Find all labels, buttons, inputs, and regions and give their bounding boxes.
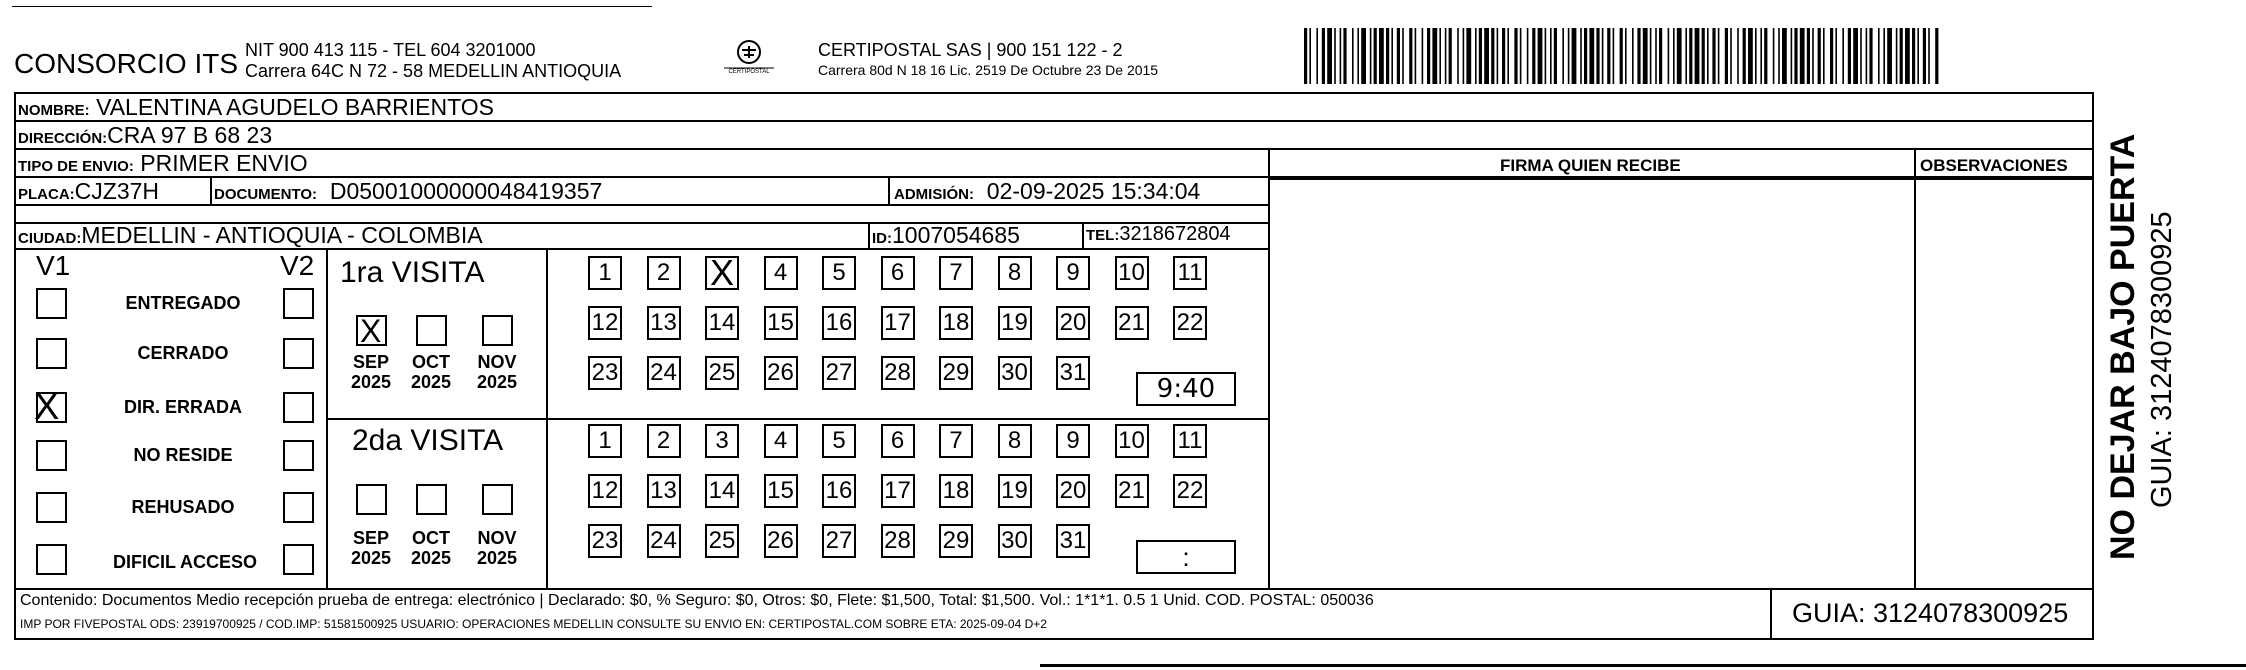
second-visit-day-10[interactable]: 10: [1115, 424, 1149, 458]
first-visit-day-17[interactable]: 17: [881, 306, 915, 340]
month-name: SEP: [352, 352, 390, 372]
v2-checkbox-entregado[interactable]: [283, 288, 314, 319]
first-visit-day-13[interactable]: 13: [647, 306, 681, 340]
second-visit-day-22[interactable]: 22: [1173, 474, 1207, 508]
first-visit-day-24[interactable]: 24: [647, 356, 681, 390]
month-year: 2025: [350, 372, 392, 392]
month-year: 2025: [350, 548, 392, 568]
address-line: Carrera 64C N 72 - 58 MEDELLIN ANTIOQUIA: [245, 61, 622, 81]
second-visit-day-5[interactable]: 5: [822, 424, 856, 458]
first-visit-day-30[interactable]: 30: [998, 356, 1032, 390]
second-visit-day-7[interactable]: 7: [939, 424, 973, 458]
first-visit-time[interactable]: 9:40: [1136, 372, 1236, 406]
logo-caption: CERTIPOSTAL: [728, 69, 770, 75]
top-rule: [12, 6, 652, 7]
id-label: ID:: [872, 230, 892, 247]
second-visit-month-oct[interactable]: [416, 484, 447, 515]
second-visit-time[interactable]: :: [1136, 540, 1236, 574]
first-visit-day-29[interactable]: 29: [939, 356, 973, 390]
second-visit-day-30[interactable]: 30: [998, 524, 1032, 558]
placa-label: PLACA:: [18, 186, 75, 203]
v1-checkbox-dificil-acceso[interactable]: [36, 544, 67, 575]
second-visit-day-26[interactable]: 26: [764, 524, 798, 558]
first-visit-day-9[interactable]: 9: [1056, 256, 1090, 290]
v1-checkbox-no-reside[interactable]: [36, 440, 67, 471]
second-visit-day-13[interactable]: 13: [647, 474, 681, 508]
tipo-value: PRIMER ENVIO: [140, 150, 308, 176]
tel-label: TEL:: [1086, 227, 1120, 244]
company-name: CONSORCIO ITS: [14, 48, 239, 79]
observaciones-label: OBSERVACIONES: [1920, 156, 2068, 175]
no-dejar-bajo-puerta: NO DEJAR BAJO PUERTA: [2104, 133, 2142, 560]
second-visit-day-14[interactable]: 14: [705, 474, 739, 508]
first-visit-day-14[interactable]: 14: [705, 306, 739, 340]
reason-label: DIR. ERRADA: [123, 397, 242, 417]
first-visit-day-27[interactable]: 27: [822, 356, 856, 390]
footer-guia: GUIA: 3124078300925: [1792, 598, 2069, 628]
second-visit-day-9[interactable]: 9: [1056, 424, 1090, 458]
first-visit-day-8[interactable]: 8: [998, 256, 1032, 290]
first-month-mark: X: [360, 313, 382, 349]
v2-checkbox-dir-errada[interactable]: [283, 392, 314, 423]
reason-label: CERRADO: [137, 343, 229, 363]
first-visit-day-22[interactable]: 22: [1173, 306, 1207, 340]
month-name: NOV: [477, 352, 517, 372]
second-visit-day-24[interactable]: 24: [647, 524, 681, 558]
first-visit-day-10[interactable]: 10: [1115, 256, 1149, 290]
second-visit-day-25[interactable]: 25: [705, 524, 739, 558]
first-visit-day-5[interactable]: 5: [822, 256, 856, 290]
first-visit-month-nov[interactable]: [482, 315, 513, 346]
direccion-label: DIRECCIÓN:: [18, 130, 108, 147]
firma-label: FIRMA QUIEN RECIBE: [1500, 156, 1681, 175]
v1-label: V1: [36, 250, 71, 281]
second-visit-day-12[interactable]: 12: [588, 474, 622, 508]
v2-label: V2: [280, 250, 315, 281]
second-visit-day-11[interactable]: 11: [1173, 424, 1207, 458]
bottom-rule: [1040, 664, 2246, 667]
ciudad-label: CIUDAD:: [18, 230, 82, 247]
first-visit-day-6[interactable]: 6: [881, 256, 915, 290]
footer-imp-info: IMP POR FIVEPOSTAL ODS: 23919700925 / COD.IMP: 51581500925 USUARIO: OPERACIONES MEDELLIN CONSULTE SU ENVIO EN: CERTIPOSTAL.COM SOBRE ETA: 2025-09-04 D+2: [20, 617, 1047, 631]
first-visit-day-19[interactable]: 19: [998, 306, 1032, 340]
first-visit-day-3[interactable]: X: [705, 256, 739, 290]
second-visit-day-19[interactable]: 19: [998, 474, 1032, 508]
first-visit-day-15[interactable]: 15: [764, 306, 798, 340]
nombre-label: NOMBRE:: [18, 102, 90, 119]
tipo-label: TIPO DE ENVIO:: [18, 158, 134, 175]
month-name: SEP: [352, 528, 390, 548]
ciudad-value: MEDELLIN - ANTIOQUIA - COLOMBIA: [81, 222, 483, 248]
second-visit-month-nov[interactable]: [482, 484, 513, 515]
first-visit-day-31[interactable]: 31: [1056, 356, 1090, 390]
first-visit-day-26[interactable]: 26: [764, 356, 798, 390]
month-year: 2025: [476, 372, 518, 392]
month-year: 2025: [410, 372, 452, 392]
reason-label: DIFICIL ACCESO: [112, 552, 257, 572]
footer-contents: Contenido: Documentos Medio recepción prueba de entrega: electrónico | Declarado: $0, % Seguro: $0, Otros: $0, Flete: $1,500, Total: $1,500. Vol.: 1*1*1. 0.5 1 Unid. COD. POSTAL: 050036: [20, 592, 1374, 609]
barcode: [1304, 28, 1940, 84]
reason-label: REHUSADO: [131, 497, 235, 517]
second-visit-day-2[interactable]: 2: [647, 424, 681, 458]
v1-check-mark: X: [34, 386, 60, 428]
first-visit-month-sep[interactable]: [356, 313, 387, 349]
v2-checkbox-cerrado[interactable]: [283, 338, 314, 369]
license-line: Carrera 80d N 18 16 Lic. 2519 De Octubre 23 De 2015: [818, 62, 1159, 78]
first-visit-day-25[interactable]: 25: [705, 356, 739, 390]
second-visit-day-17[interactable]: 17: [881, 474, 915, 508]
admision-value: 02-09-2025 15:34:04: [986, 178, 1201, 204]
side-guia: GUIA: 3124078300925: [2146, 211, 2178, 508]
month-name: OCT: [412, 528, 450, 548]
second-visit-label: 2da VISITA: [352, 424, 504, 457]
second-visit-day-6[interactable]: 6: [881, 424, 915, 458]
first-visit-label: 1ra VISITA: [340, 256, 485, 289]
first-visit-day-20[interactable]: 20: [1056, 306, 1090, 340]
v1-checkbox-entregado[interactable]: [36, 288, 67, 319]
month-name: NOV: [477, 528, 517, 548]
admision-label: ADMISIÓN:: [894, 186, 974, 203]
second-visit-day-15[interactable]: 15: [764, 474, 798, 508]
tel-value: 3218672804: [1119, 223, 1231, 245]
first-visit-day-16[interactable]: 16: [822, 306, 856, 340]
first-visit-day-1[interactable]: 1: [588, 256, 622, 290]
second-visit-day-31[interactable]: 31: [1056, 524, 1090, 558]
direccion-value: CRA 97 B 68 23: [107, 122, 273, 148]
first-visit-day-7[interactable]: 7: [939, 256, 973, 290]
first-visit-day-18[interactable]: 18: [939, 306, 973, 340]
second-visit-day-8[interactable]: 8: [998, 424, 1032, 458]
certipostal-logo: [720, 38, 778, 82]
second-visit-day-27[interactable]: 27: [822, 524, 856, 558]
second-visit-day-4[interactable]: 4: [764, 424, 798, 458]
second-visit-day-28[interactable]: 28: [881, 524, 915, 558]
first-visit-day-4[interactable]: 4: [764, 256, 798, 290]
v1-checkbox-rehusado[interactable]: [36, 492, 67, 523]
reason-label: NO RESIDE: [133, 445, 233, 465]
second-visit-day-3[interactable]: 3: [705, 424, 739, 458]
first-visit-day-28[interactable]: 28: [881, 356, 915, 390]
second-visit-day-16[interactable]: 16: [822, 474, 856, 508]
first-visit-day-12[interactable]: 12: [588, 306, 622, 340]
v2-checkbox-no-reside[interactable]: [283, 440, 314, 471]
first-visit-day-21[interactable]: 21: [1115, 306, 1149, 340]
v2-checkbox-dificil-acceso[interactable]: [283, 544, 314, 575]
nit-line: NIT 900 413 115 - TEL 604 3201000: [245, 40, 536, 60]
documento-value: D05001000000048419357: [329, 178, 603, 204]
documento-label: DOCUMENTO:: [214, 186, 318, 203]
v1-checkbox-cerrado[interactable]: [36, 338, 67, 369]
v1-checkbox-dir-errada[interactable]: [34, 386, 67, 428]
second-visit-month-sep[interactable]: [356, 484, 387, 515]
second-visit-day-18[interactable]: 18: [939, 474, 973, 508]
second-visit-day-20[interactable]: 20: [1056, 474, 1090, 508]
first-visit-day-2[interactable]: 2: [647, 256, 681, 290]
month-name: OCT: [412, 352, 450, 372]
first-visit-day-11[interactable]: 11: [1173, 256, 1207, 290]
placa-value: CJZ37H: [74, 178, 160, 204]
second-visit-day-29[interactable]: 29: [939, 524, 973, 558]
v2-checkbox-rehusado[interactable]: [283, 492, 314, 523]
first-visit-day-23[interactable]: 23: [588, 356, 622, 390]
second-visit-day-21[interactable]: 21: [1115, 474, 1149, 508]
second-visit-day-23[interactable]: 23: [588, 524, 622, 558]
second-visit-day-1[interactable]: 1: [588, 424, 622, 458]
month-year: 2025: [476, 548, 518, 568]
reason-label: ENTREGADO: [125, 293, 241, 313]
id-value: 1007054685: [892, 222, 1020, 248]
nombre-value: VALENTINA AGUDELO BARRIENTOS: [96, 94, 494, 120]
courier-line: CERTIPOSTAL SAS | 900 151 122 - 2: [818, 40, 1123, 60]
month-year: 2025: [410, 548, 452, 568]
first-visit-month-oct[interactable]: [416, 315, 447, 346]
